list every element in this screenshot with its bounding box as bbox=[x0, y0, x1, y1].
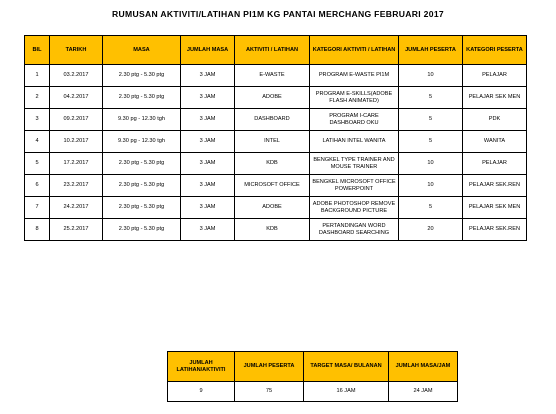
cell-kategori-peserta: PELAJAR SEK MEN bbox=[463, 87, 527, 109]
cell-aktiviti: ADOBE bbox=[235, 197, 310, 219]
activity-table bbox=[24, 35, 527, 241]
table-row bbox=[25, 131, 527, 153]
header-kategori-aktiviti: KATEGORI AKTIVITI / LATIHAN bbox=[310, 36, 399, 65]
cell-kategori-aktiviti: PROGRAM I-CARE DASHBOARD OKU bbox=[310, 109, 399, 131]
cell-kategori-aktiviti: PERTANDINGAN WORD DASHBOARD SEARCHING bbox=[310, 219, 399, 241]
table-row bbox=[25, 65, 527, 87]
cell-jumlah-peserta: 5 bbox=[399, 109, 463, 131]
cell-jumlah-masa: 3 JAM bbox=[181, 131, 235, 153]
cell-kategori-peserta: PELAJAR bbox=[463, 153, 527, 175]
cell-aktiviti: INTEL bbox=[235, 131, 310, 153]
cell-tarikh: 25.2.2017 bbox=[50, 219, 103, 241]
cell-masa: 9.30 pg - 12.30 tgh bbox=[103, 109, 181, 131]
cell-kategori-peserta: WANITA bbox=[463, 131, 527, 153]
cell-tarikh: 04.2.2017 bbox=[50, 87, 103, 109]
cell-jumlah-masa: 3 JAM bbox=[181, 175, 235, 197]
cell-jumlah-peserta: 5 bbox=[399, 131, 463, 153]
cell-jumlah-peserta: 10 bbox=[399, 153, 463, 175]
table-row bbox=[25, 219, 527, 241]
cell-bil: 1 bbox=[25, 65, 50, 87]
summary-header-jumlah-masa: JUMLAH MASA/JAM bbox=[389, 352, 458, 382]
report-title: RUMUSAN AKTIVITI/LATIHAN PI1M KG PANTAI MERCHANG FEBRUARI 2017 bbox=[112, 9, 444, 19]
cell-tarikh: 17.2.2017 bbox=[50, 153, 103, 175]
cell-bil: 6 bbox=[25, 175, 50, 197]
header-jumlah-peserta: JUMLAH PESERTA bbox=[399, 36, 463, 65]
cell-jumlah-masa: 3 JAM bbox=[181, 197, 235, 219]
table-row bbox=[25, 153, 527, 175]
cell-masa: 2.30 ptg - 5.30 ptg bbox=[103, 197, 181, 219]
summary-header-jumlah-latihan: JUMLAH LATIHAN/AKTIVITI bbox=[168, 352, 235, 382]
cell-kategori-aktiviti: ADOBE PHOTOSHOP REMOVE BACKGROUND PICTURE bbox=[310, 197, 399, 219]
cell-kategori-peserta: PELAJAR bbox=[463, 65, 527, 87]
cell-masa: 2.30 ptg - 5.30 ptg bbox=[103, 153, 181, 175]
summary-jumlah-masa: 24 JAM bbox=[389, 382, 458, 402]
header-aktiviti: AKTIVITI / LATIHAN bbox=[235, 36, 310, 65]
cell-jumlah-masa: 3 JAM bbox=[181, 87, 235, 109]
cell-jumlah-masa: 3 JAM bbox=[181, 65, 235, 87]
table-row bbox=[25, 109, 527, 131]
cell-kategori-aktiviti: LATIHAN INTEL WANITA bbox=[310, 131, 399, 153]
cell-bil: 2 bbox=[25, 87, 50, 109]
summary-target-masa: 16 JAM bbox=[304, 382, 389, 402]
summary-header-target-masa: TARGET MASA/ BULANAN bbox=[304, 352, 389, 382]
cell-bil: 8 bbox=[25, 219, 50, 241]
cell-kategori-peserta: PDK bbox=[463, 109, 527, 131]
cell-aktiviti: KDB bbox=[235, 153, 310, 175]
cell-bil: 4 bbox=[25, 131, 50, 153]
cell-masa: 2.30 ptg - 5.30 ptg bbox=[103, 87, 181, 109]
header-bil: BIL bbox=[25, 36, 50, 65]
cell-jumlah-masa: 3 JAM bbox=[181, 153, 235, 175]
header-tarikh: TARIKH bbox=[50, 36, 103, 65]
cell-jumlah-peserta: 10 bbox=[399, 175, 463, 197]
cell-aktiviti: ADOBE bbox=[235, 87, 310, 109]
cell-jumlah-peserta: 5 bbox=[399, 197, 463, 219]
cell-kategori-peserta: PELAJAR SEK.REN bbox=[463, 175, 527, 197]
table-row bbox=[25, 87, 527, 109]
cell-jumlah-peserta: 10 bbox=[399, 65, 463, 87]
summary-header-row bbox=[168, 352, 458, 382]
cell-aktiviti: KDB bbox=[235, 219, 310, 241]
cell-masa: 2.30 ptg - 5.30 ptg bbox=[103, 65, 181, 87]
table-body bbox=[25, 65, 527, 241]
cell-kategori-peserta: PELAJAR SEK MEN bbox=[463, 197, 527, 219]
cell-jumlah-peserta: 5 bbox=[399, 87, 463, 109]
cell-tarikh: 23.2.2017 bbox=[50, 175, 103, 197]
table-header-row bbox=[25, 36, 527, 65]
cell-bil: 7 bbox=[25, 197, 50, 219]
summary-jumlah-latihan: 9 bbox=[168, 382, 235, 402]
cell-kategori-aktiviti: BENGKEL MICROSOFT OFFICE POWERPOINT bbox=[310, 175, 399, 197]
cell-aktiviti: MICROSOFT OFFICE bbox=[235, 175, 310, 197]
cell-tarikh: 24.2.2017 bbox=[50, 197, 103, 219]
cell-aktiviti: DASHBOARD bbox=[235, 109, 310, 131]
cell-tarikh: 03.2.2017 bbox=[50, 65, 103, 87]
cell-masa: 9.30 pg - 12.30 tgh bbox=[103, 131, 181, 153]
summary-jumlah-peserta: 75 bbox=[235, 382, 304, 402]
cell-jumlah-masa: 3 JAM bbox=[181, 219, 235, 241]
summary-table bbox=[167, 351, 458, 402]
cell-masa: 2.30 ptg - 5.30 ptg bbox=[103, 219, 181, 241]
table-row bbox=[25, 175, 527, 197]
cell-kategori-aktiviti: BENGKEL TYPE TRAINER AND MOUSE TRAINER bbox=[310, 153, 399, 175]
header-masa: MASA bbox=[103, 36, 181, 65]
cell-kategori-aktiviti: PROGRAM E-WASTE PI1M bbox=[310, 65, 399, 87]
header-kategori-peserta: KATEGORI PESERTA bbox=[463, 36, 527, 65]
cell-aktiviti: E-WASTE bbox=[235, 65, 310, 87]
cell-masa: 2.30 ptg - 5.30 ptg bbox=[103, 175, 181, 197]
cell-kategori-peserta: PELAJAR SEK.REN bbox=[463, 219, 527, 241]
table-row bbox=[25, 197, 527, 219]
cell-jumlah-masa: 3 JAM bbox=[181, 109, 235, 131]
cell-bil: 5 bbox=[25, 153, 50, 175]
cell-bil: 3 bbox=[25, 109, 50, 131]
header-jumlah-masa: JUMLAH MASA bbox=[181, 36, 235, 65]
cell-jumlah-peserta: 20 bbox=[399, 219, 463, 241]
cell-kategori-aktiviti: PROGRAM E-SKILLS(ADOBE FLASH ANIMATED) bbox=[310, 87, 399, 109]
summary-header-jumlah-peserta: JUMLAH PESERTA bbox=[235, 352, 304, 382]
cell-tarikh: 10.2.2017 bbox=[50, 131, 103, 153]
cell-tarikh: 09.2.2017 bbox=[50, 109, 103, 131]
summary-value-row bbox=[168, 382, 458, 402]
